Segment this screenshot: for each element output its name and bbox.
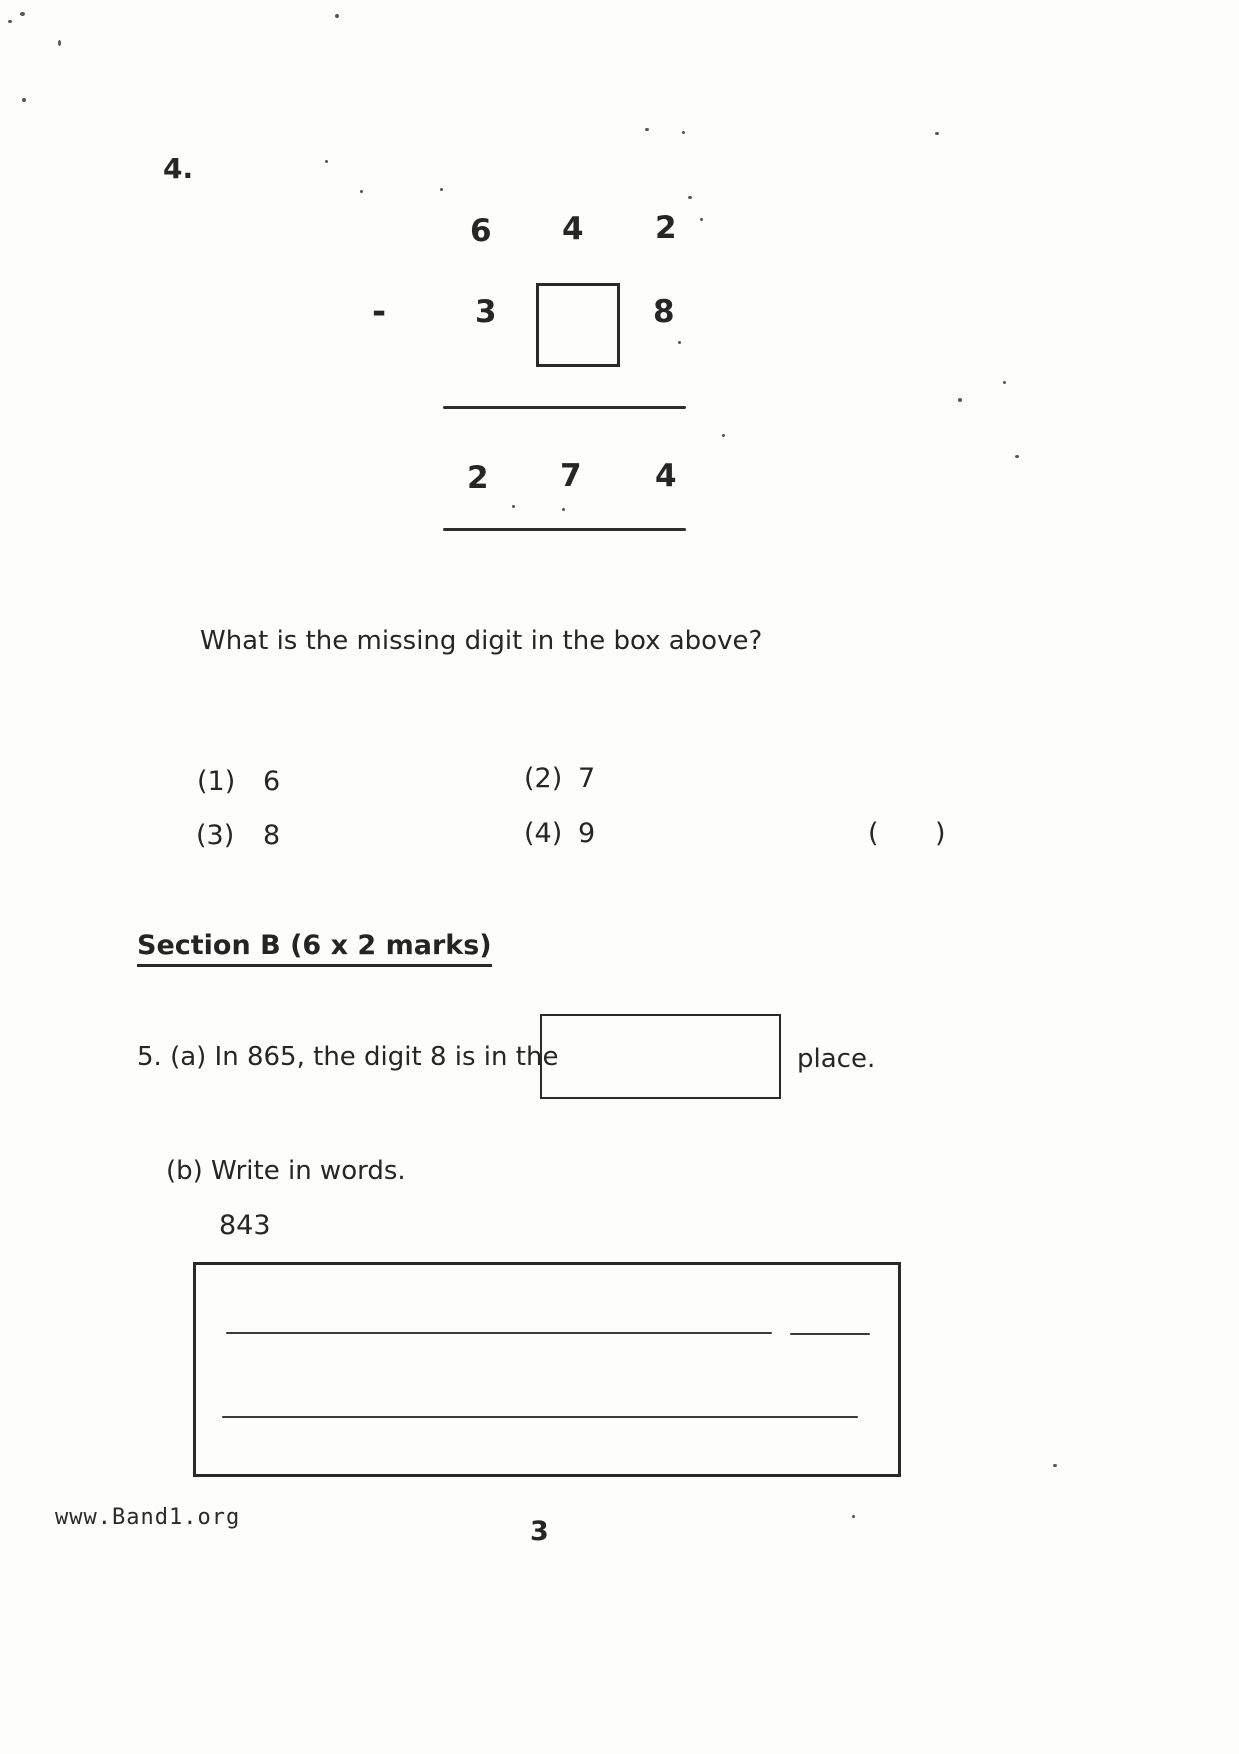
scan-speck xyxy=(512,505,515,508)
option-2-label: (2) xyxy=(524,763,563,794)
subtraction-line-top xyxy=(443,406,686,409)
scan-speck xyxy=(20,12,25,16)
scan-speck xyxy=(722,434,725,437)
option-3-label: (3) xyxy=(196,820,235,851)
subtrahend-digit-hundreds: 3 xyxy=(475,294,497,330)
difference-digit-ones: 4 xyxy=(655,458,677,494)
scan-speck xyxy=(1053,1464,1057,1467)
section-b-heading: Section B (6 x 2 marks) xyxy=(137,930,492,967)
option-1-value: 6 xyxy=(263,766,281,797)
scan-speck xyxy=(1003,381,1006,384)
scan-speck xyxy=(22,98,26,102)
answer-line-1 xyxy=(226,1332,772,1334)
answer-bracket-right: ) xyxy=(935,818,946,849)
minuend-digit-tens: 4 xyxy=(562,211,584,247)
minus-operator: - xyxy=(372,292,387,332)
answer-line-1-dash xyxy=(790,1333,870,1335)
scan-speck xyxy=(360,190,363,193)
question5a-answer-box xyxy=(540,1014,781,1099)
minuend-digit-ones: 2 xyxy=(655,210,677,246)
difference-digit-tens: 7 xyxy=(560,458,582,494)
scan-speck xyxy=(958,398,962,402)
option-4-label: (4) xyxy=(524,818,563,849)
scan-speck xyxy=(688,196,692,199)
scan-speck xyxy=(645,128,649,131)
scan-speck xyxy=(1015,455,1019,458)
question5b-answer-box xyxy=(193,1262,901,1477)
option-4-value: 9 xyxy=(578,818,596,849)
scan-speck xyxy=(8,20,12,23)
question5b-label: (b) Write in words. xyxy=(166,1156,406,1186)
question4-number: 4. xyxy=(163,152,194,185)
scan-speck xyxy=(440,188,443,191)
subtraction-line-bottom xyxy=(443,528,686,531)
difference-digit-hundreds: 2 xyxy=(467,460,489,496)
page-number: 3 xyxy=(530,1516,549,1547)
scan-speck xyxy=(562,508,565,511)
footer-url: www.Band1.org xyxy=(55,1505,241,1530)
scan-speck xyxy=(682,131,685,134)
question5b-number: 843 xyxy=(219,1210,271,1241)
question5a-text-after: place. xyxy=(797,1044,876,1074)
scan-speck xyxy=(678,341,681,344)
option-2-value: 7 xyxy=(578,763,596,794)
question4-prompt: What is the missing digit in the box above? xyxy=(200,626,763,656)
minuend-digit-hundreds: 6 xyxy=(470,213,492,249)
answer-line-2 xyxy=(222,1416,858,1418)
question5a-text-before: 5. (a) In 865, the digit 8 is in the xyxy=(137,1042,559,1072)
subtrahend-digit-ones: 8 xyxy=(653,294,675,330)
option-3-value: 8 xyxy=(263,820,281,851)
scan-speck xyxy=(700,218,703,221)
scan-speck xyxy=(852,1515,855,1518)
scan-speck xyxy=(58,40,61,46)
missing-digit-box xyxy=(536,283,620,367)
scan-speck xyxy=(325,160,328,163)
answer-bracket-left: ( xyxy=(868,818,879,849)
scan-speck xyxy=(335,14,339,18)
option-1-label: (1) xyxy=(197,766,236,797)
scan-speck xyxy=(935,132,939,135)
